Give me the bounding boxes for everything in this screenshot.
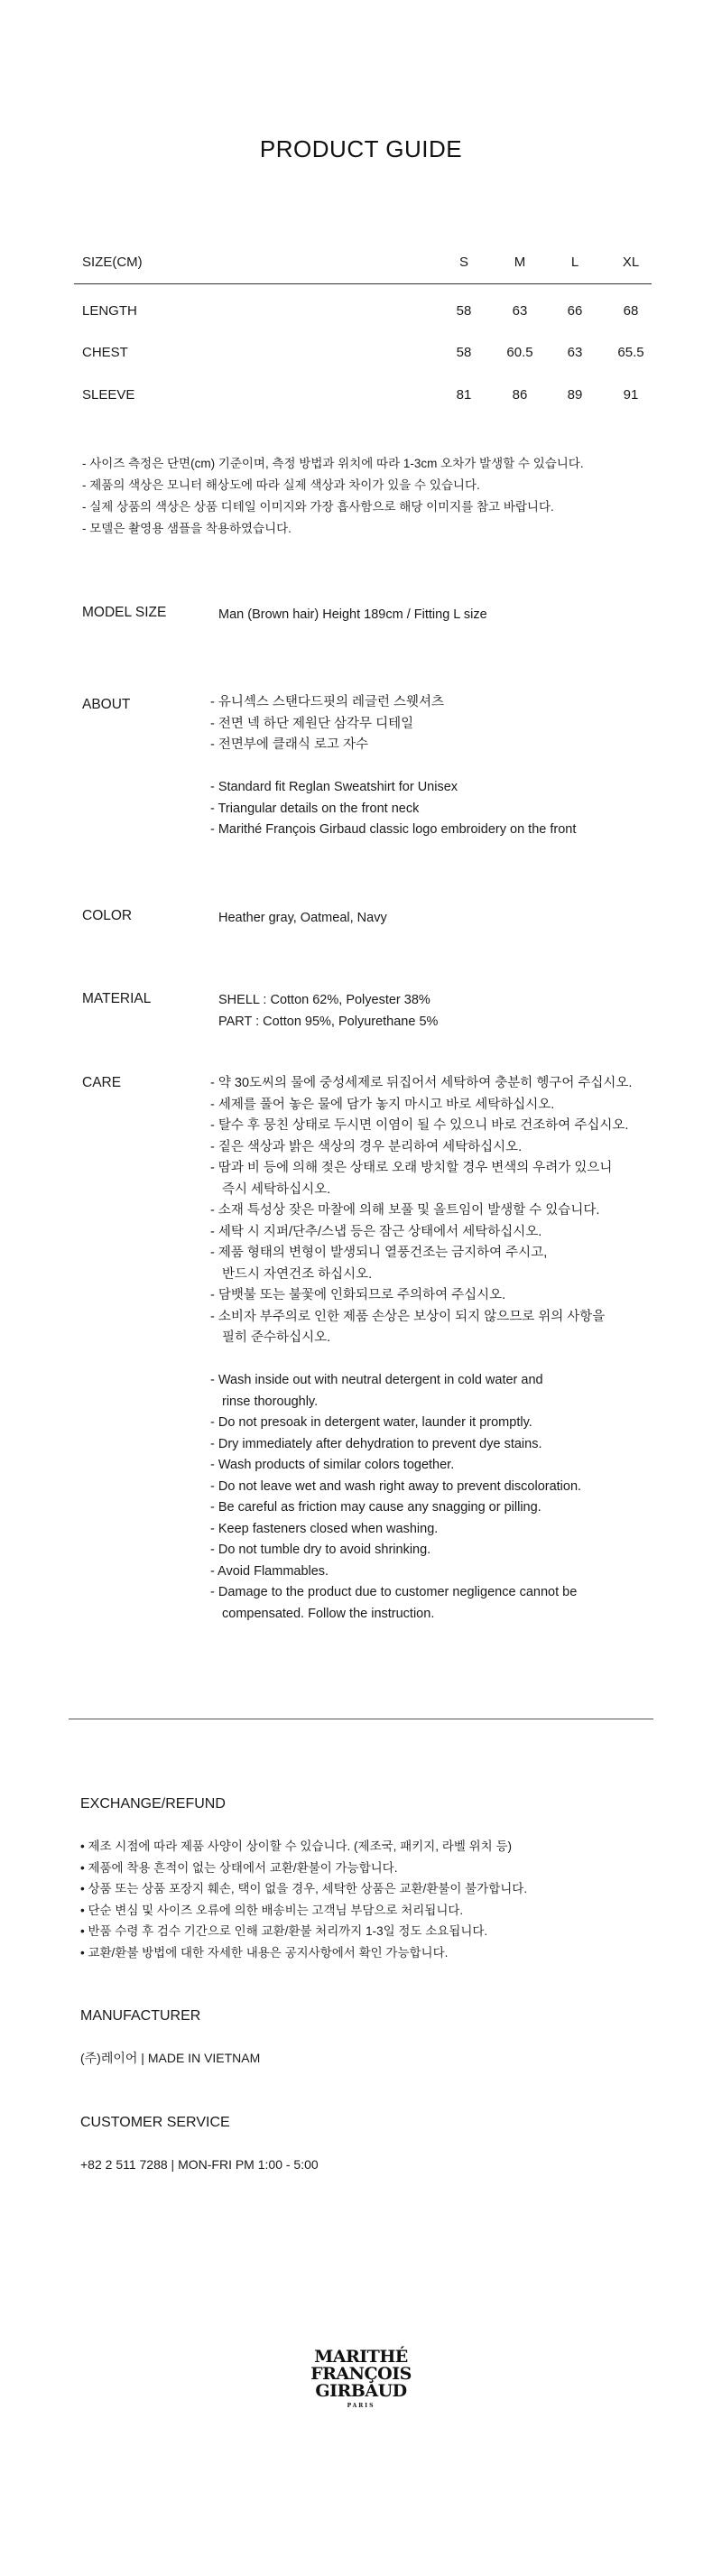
care-line: - Do not leave wet and wash right away to prevent discoloration. <box>210 1478 582 1494</box>
exchange-line: • 단순 변심 및 사이즈 오류에 의한 배송비는 고객님 부담으로 처리됩니다. <box>80 1903 464 1917</box>
about-line: - 유니섹스 스탠다드핏의 레글런 스웻셔츠 <box>210 695 445 709</box>
row-label: SLEEVE <box>82 387 135 403</box>
care-line: - 담뱃불 또는 불꽃에 인화되므로 주의하여 주십시오. <box>210 1288 506 1302</box>
size-header-s: S <box>458 255 468 270</box>
care-line: - Wash products of similar colors together. <box>210 1458 455 1472</box>
care-line: - Dry immediately after dehydration to prevent dye stains. <box>210 1436 542 1451</box>
logo-line: GIRBAUD <box>315 2381 407 2401</box>
row-label: CHEST <box>82 345 128 360</box>
logo-line: MARITHÉ <box>314 2347 408 2367</box>
size-notes <box>82 453 584 540</box>
exchange-line: • 반품 수령 후 검수 기간으로 인해 교환/환불 처리까지 1-3일 정도 소요됩니다. <box>80 1924 488 1938</box>
customer-service-value <box>80 2154 319 2176</box>
care-line: - Keep fasteners closed when washing. <box>210 1521 439 1536</box>
model-size-label: MODEL SIZE <box>82 605 167 620</box>
exchange-line: • 제조 시점에 따라 제품 사양이 상이할 수 있습니다. (제조국, 패키지, 라벨 위치 등) <box>80 1839 512 1853</box>
about-line: - Marithé François Girbaud classic logo embroidery on the front <box>210 822 577 837</box>
care-line: rinse thoroughly. <box>222 1394 319 1409</box>
about-line: - Standard fit Reglan Sweatshirt for Unisex <box>210 780 458 794</box>
about-body <box>210 692 576 841</box>
care-line: compensated. Follow the instruction. <box>222 1606 435 1621</box>
care-line: - 세제를 풀어 놓은 물에 담가 놓지 마시고 바로 세탁하십시오. <box>210 1097 555 1112</box>
color-value <box>218 908 387 930</box>
cell: 58 <box>456 345 472 360</box>
care-line: - Do not presoak in detergent water, launder it promptly. <box>210 1415 532 1430</box>
care-line: - 제품 형태의 변형이 발생되니 열풍건조는 금지하여 주시고, <box>210 1246 548 1260</box>
cell: 60.5 <box>506 345 533 360</box>
model-size-text: Man (Brown hair) Height 189cm / Fitting L size <box>218 607 487 622</box>
about-line: - 전면 넥 하단 제원단 삼각무 디테일 <box>210 716 414 731</box>
model-size-value <box>218 605 487 626</box>
note-line: - 제품의 색상은 모니터 해상도에 따라 실제 색상과 차이가 있을 수 있습니다. <box>82 478 480 492</box>
about-line: - 전면부에 클래식 로고 자수 <box>210 737 369 752</box>
care-line: 필히 준수하십시오. <box>222 1330 331 1345</box>
care-line: - 세탁 시 지퍼/단추/스냅 등은 잠근 상태에서 세탁하십시오. <box>210 1224 542 1239</box>
color-text: Heather gray, Oatmeal, Navy <box>218 911 387 925</box>
material-line: SHELL : Cotton 62%, Polyester 38% <box>218 993 430 1007</box>
care-line: - 소재 특성상 잦은 마찰에 의해 보풀 및 올트임이 발생할 수 있습니다. <box>210 1203 600 1218</box>
about-line: - Triangular details on the front neck <box>210 801 420 816</box>
exchange-line: • 상품 또는 상품 포장지 훼손, 택이 없을 경우, 세탁한 상품은 교환/환불이 불가합니다. <box>80 1882 528 1895</box>
cell: 81 <box>456 387 472 403</box>
exchange-line: • 교환/환불 방법에 대한 자세한 내용은 공지사항에서 확인 가능합니다. <box>80 1945 449 1960</box>
care-line: - 소비자 부주의로 인한 제품 손상은 보상이 되지 않으므로 위의 사항을 <box>210 1309 606 1324</box>
table-row <box>0 345 722 366</box>
logo-line: FRANÇOIS <box>310 2364 412 2384</box>
care-body <box>210 1073 632 1625</box>
brand-logo <box>307 2349 415 2409</box>
about-label: ABOUT <box>82 697 131 712</box>
care-line: - Damage to the product due to customer negligence cannot be <box>210 1585 578 1599</box>
care-line: - Do not tumble dry to avoid shrinking. <box>210 1543 431 1557</box>
material-label: MATERIAL <box>82 991 152 1006</box>
exchange-refund-label: EXCHANGE/REFUND <box>80 1796 226 1812</box>
size-table-header <box>0 255 722 276</box>
material-body <box>218 990 438 1033</box>
care-line: - Be careful as friction may cause any snagging or pilling. <box>210 1500 542 1515</box>
care-line: - Avoid Flammables. <box>210 1563 329 1579</box>
care-line: 즉시 세탁하십시오. <box>222 1181 331 1197</box>
cell: 86 <box>512 387 528 403</box>
exchange-line: • 제품에 착용 흔적이 없는 상태에서 교환/환불이 가능합니다. <box>80 1860 398 1875</box>
customer-service-label: CUSTOMER SERVICE <box>80 2115 230 2130</box>
care-line: - Wash inside out with neutral detergent in cold water and <box>210 1373 543 1387</box>
care-label: CARE <box>82 1075 122 1090</box>
note-line: - 사이즈 측정은 단면(cm) 기준이며, 측정 방법과 위치에 따라 1-3cm 오차가 발생할 수 있습니다. <box>82 457 584 470</box>
logo-line: PARIS <box>347 2403 375 2409</box>
cell: 68 <box>623 303 639 319</box>
cell: 66 <box>567 303 583 319</box>
size-header-m: M <box>514 255 526 270</box>
material-line: PART : Cotton 95%, Polyurethane 5% <box>218 1014 439 1029</box>
note-line: - 모델은 촬영용 샘플을 착용하였습니다. <box>82 522 292 535</box>
row-label: LENGTH <box>82 303 137 319</box>
care-line: - 땀과 비 등에 의해 젖은 상태로 오래 방치할 경우 변색의 우려가 있으니 <box>210 1161 613 1175</box>
table-divider <box>74 283 652 284</box>
size-header-xl: XL <box>622 255 640 270</box>
care-line: - 약 30도씨의 물에 중성세제로 뒤집어서 세탁하여 충분히 헹구어 주십시오. <box>210 1076 633 1090</box>
cell: 65.5 <box>617 345 644 360</box>
note-line: - 실제 상품의 색상은 상품 디테일 이미지와 가장 흡사함으로 해당 이미지를 참고 바랍니다. <box>82 500 554 514</box>
cell: 91 <box>623 387 639 403</box>
manufacturer-label: MANUFACTURER <box>80 2008 201 2024</box>
cell: 63 <box>567 345 583 360</box>
page-title: PRODUCT GUIDE <box>259 135 463 162</box>
cell: 89 <box>567 387 583 403</box>
care-line: - 짙은 색상과 밝은 색상의 경우 분리하여 세탁하십시오. <box>210 1139 523 1154</box>
care-line: - 탈수 후 뭉친 상태로 두시면 이염이 될 수 있으니 바로 건조하여 주십시오. <box>210 1118 629 1133</box>
manufacturer-value <box>80 2048 260 2070</box>
care-line: 반드시 자연건조 하십시오. <box>222 1266 373 1282</box>
table-row <box>0 303 722 325</box>
table-row <box>0 387 722 409</box>
color-label: COLOR <box>82 908 133 923</box>
customer-service-text: +82 2 511 7288 | MON-FRI PM 1:00 - 5:00 <box>80 2157 319 2172</box>
size-header-l: L <box>570 255 579 270</box>
cell: 58 <box>456 303 472 319</box>
exchange-refund-body <box>80 1836 527 1963</box>
manufacturer-text: (주)레이어 | MADE IN VIETNAM <box>80 2051 261 2065</box>
size-header-label: SIZE(CM) <box>82 255 143 270</box>
cell: 63 <box>512 303 528 319</box>
